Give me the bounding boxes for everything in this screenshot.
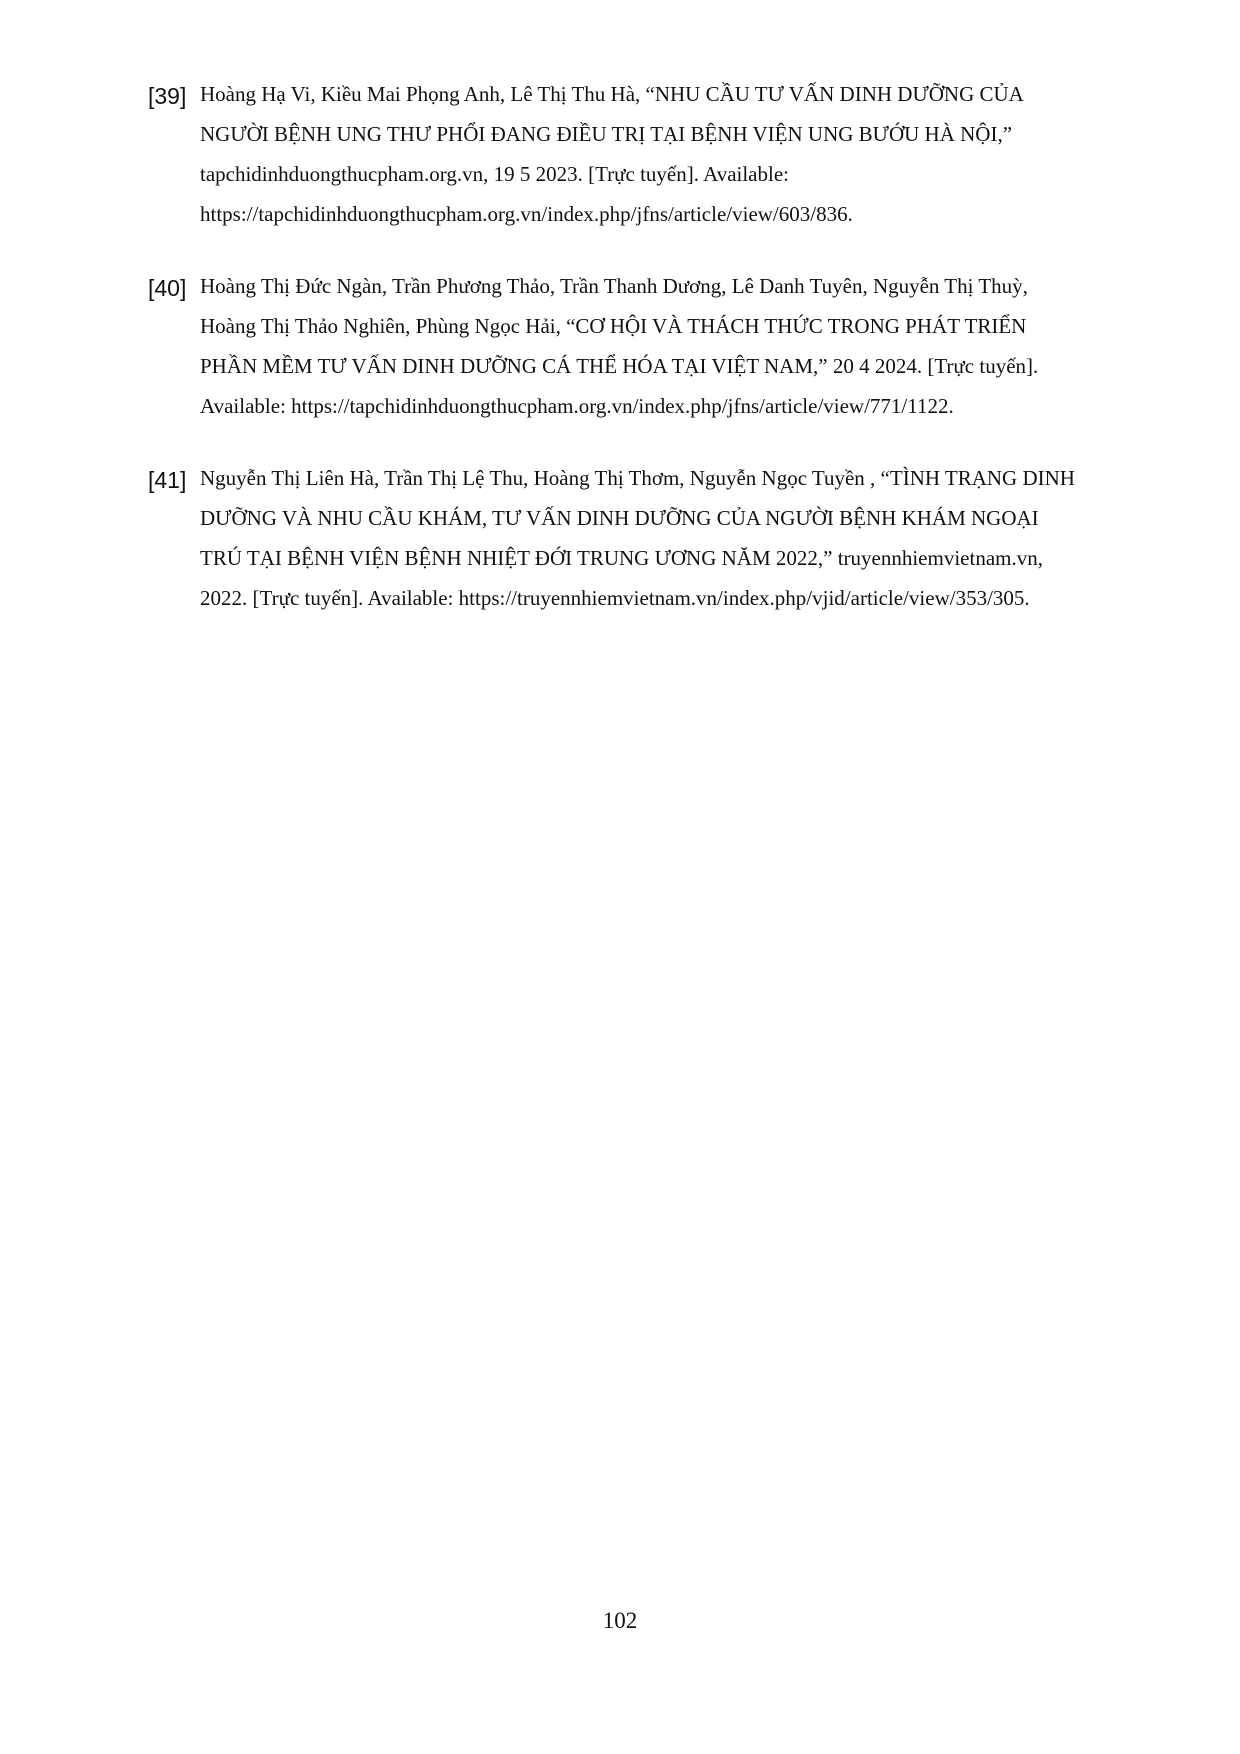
- reference-item-41: [148, 458, 1158, 618]
- reference-url: 2022. [Trực tuyến]. Available: https://truyennhiemvietnam.vn/index.php/vjid/article/view/353/305.: [200, 586, 1030, 610]
- reference-line: Nguyễn Thị Liên Hà, Trần Thị Lệ Thu, Hoàng Thị Thơm, Nguyễn Ngọc Tuyền , “TÌNH TRẠNG DINH: [200, 466, 1075, 490]
- reference-line: Hoàng Hạ Vi, Kiều Mai Phọng Anh, Lê Thị Thu Hà, “NHU CẦU TƯ VẤN DINH DƯỠNG CỦA: [200, 82, 1024, 106]
- reference-number: [40]: [148, 275, 187, 301]
- reference-number: [41]: [148, 467, 187, 493]
- reference-line: PHẦN MỀM TƯ VẤN DINH DƯỠNG CÁ THỂ HÓA TẠI VIỆT NAM,” 20 4 2024. [Trực tuyến].: [200, 354, 1039, 378]
- reference-line: Hoàng Thị Đức Ngàn, Trần Phương Thảo, Trần Thanh Dương, Lê Danh Tuyên, Nguyễn Thị Thuỳ,: [200, 274, 1028, 298]
- reference-item-40: [148, 266, 1158, 426]
- reference-list: [148, 74, 1158, 650]
- reference-url: Available: https://tapchidinhduongthucpham.org.vn/index.php/jfns/article/view/771/1122.: [200, 394, 954, 418]
- reference-text: [200, 458, 1158, 618]
- page-number: 102: [602, 1608, 638, 1633]
- reference-line: tapchidinhduongthucpham.org.vn, 19 5 2023. [Trực tuyến]. Available:: [200, 162, 789, 186]
- reference-item-39: [148, 74, 1158, 234]
- reference-line: NGƯỜI BỆNH UNG THƯ PHỔI ĐANG ĐIỀU TRỊ TẠI BỆNH VIỆN UNG BƯỚU HÀ NỘI,”: [200, 122, 1013, 146]
- reference-number: [39]: [148, 83, 187, 109]
- reference-text: [200, 74, 1158, 234]
- reference-text: [200, 266, 1158, 426]
- reference-line: Hoàng Thị Thảo Nghiên, Phùng Ngọc Hải, “CƠ HỘI VÀ THÁCH THỨC TRONG PHÁT TRIỂN: [200, 314, 1027, 338]
- reference-line: TRÚ TẠI BỆNH VIỆN BỆNH NHIỆT ĐỚI TRUNG ƯƠNG NĂM 2022,” truyennhiemvietnam.vn,: [200, 546, 1043, 570]
- reference-line: DƯỠNG VÀ NHU CẦU KHÁM, TƯ VẤN DINH DƯỠNG CỦA NGƯỜI BỆNH KHÁM NGOẠI: [200, 506, 1039, 530]
- reference-url: https://tapchidinhduongthucpham.org.vn/index.php/jfns/article/view/603/836.: [200, 202, 853, 226]
